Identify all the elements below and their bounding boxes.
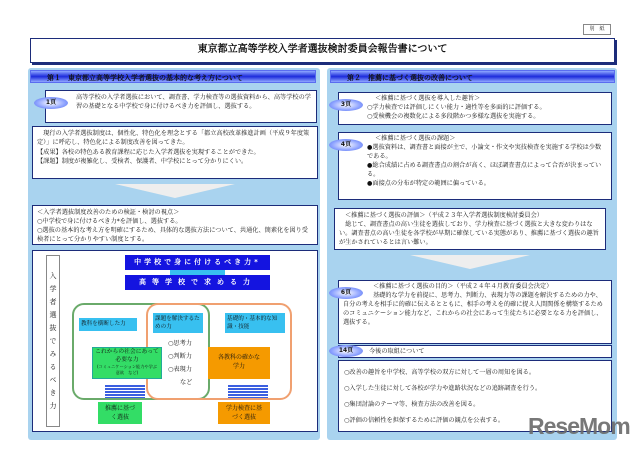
exam-selection-box: 学力検査に基づく選抜 [218, 402, 270, 424]
box-p4-item: ●選抜資料は、調査書と面接が主で、小論文・作文や実技検査を実施する学校は少数である。 [367, 144, 602, 160]
side-label: 入学者選抜でみるべき力 [46, 255, 60, 427]
section1-header: 第１ 東京都立高等学校入学者選抜の基本的な考え方について [30, 70, 316, 83]
next-step-item: ○評価の信頼性を担保するために評価の観点を公表する。 [344, 417, 505, 424]
box-p14-header: 今後の取組について [338, 345, 612, 358]
next-step-item: ○改善の趣旨を中学校、高等学校の双方に対して一層の周知を図る。 [344, 369, 536, 376]
viewpoint-item: ○選抜の基本的な考え方を明確にするため、具体的な選抜方法について、共通化、簡素化を図り受検者にとって分かりやすい制度とする。 [37, 227, 308, 243]
box-p4-heading: ＜推薦に基づく選抜の課題＞ [375, 135, 456, 142]
down-arrow [410, 255, 530, 269]
box-p3-item: ○学力検査では評価しにくい能力・適性等を多面的に評価する。 [367, 104, 546, 111]
next-step-item: ○入学した生徒に対して各校が学力や進路状況などの追跡調査を行う。 [344, 385, 542, 392]
evaluation-text: 総じて、調査書点の高い生徒を選抜しており、学力検査に基づく選抜と大きな変わりはない。調査書点の高い生徒を各学校が早期に確保している実態があり、推薦に基づく選抜の趣旨が生かされているとは言い難い。 [339, 221, 599, 246]
box-p6-heading: ＜推薦に基づく選抜の目的＞（平成２４年４月教育委員会決定） [373, 283, 553, 290]
current-system-text: 現行の入学者選抜制度は、個性化、特色化を理念とする「都立高校改革推進計画（平成９年度策定）」に呼応し、特色化による制度改善を図ってきた。 [37, 130, 310, 146]
box-p1 [45, 90, 317, 123]
arrow-right-icon [228, 385, 268, 398]
box-p3-heading: ＜推薦に基づく選抜を導入した趣旨＞ [375, 95, 481, 102]
issue-text: 【課題】制度が複雑化し、受検者、保護者、中学校にとって分かりにくい。 [37, 158, 248, 165]
page-title: 東京都立高等学校入学者選抜検討委員会報告書について [30, 38, 615, 63]
page-badge: 6頁 [329, 287, 363, 299]
box-p3-item: ○受検機会の複数化による多段階かつ多様な選抜を実施する。 [367, 113, 540, 120]
viewpoint-box [32, 205, 318, 245]
box-p4-item: ●総合成績に占める調査書点の割合が高く、ほぼ調査書点によって合否が決まっている。 [367, 162, 602, 178]
cross-subject-label: 教科を横断した力 [79, 318, 137, 331]
box-p4-item: ●面接点の分布が特定の範囲に偏っている。 [367, 180, 490, 187]
section2-header: 第２ 推薦に基づく選抜の改善について [330, 70, 615, 83]
skill-item: など [180, 379, 193, 386]
down-arrow [115, 184, 235, 198]
subject-skills-box: 各教科の確かな学力 [208, 347, 270, 379]
attachment-label: 別 紙 [583, 24, 611, 35]
next-step-item: ○集団討論のテーマ等、検査方法の改善を図る。 [344, 401, 480, 408]
future-skills-note: (コミュニケーション能力や学ぶ意欲 など) [96, 364, 157, 375]
skill-item: ○思考力 [168, 340, 192, 347]
viewpoint-heading: ＜入学者選抜制度改善のための検証・検討の視点＞ [37, 209, 180, 216]
problem-solving-label: 課題を解決するための力 [153, 313, 203, 333]
watermark-logo: ReseMom [528, 413, 630, 439]
basic-knowledge-label: 基礎的・基本的な知識・技能 [225, 313, 285, 333]
bar-high-school: 高等学校で求める力 [125, 275, 270, 290]
skill-item: ○表現力 [168, 366, 192, 373]
result-text: 【成果】各校の特色ある教育課程に応じた入学者選抜を実現することができた。 [37, 149, 260, 156]
box-p3 [338, 92, 612, 125]
page-badge: 14頁 [329, 345, 363, 357]
viewpoint-item: ○中学校で身に付けるべき力*を評価し、選抜する。 [37, 218, 182, 225]
evaluation-box [334, 208, 606, 250]
page-badge: 3頁 [329, 99, 363, 111]
recommend-selection-box: 推薦に基づく選抜 [98, 402, 142, 424]
future-skills-box [92, 347, 162, 379]
page-badge: 1頁 [34, 97, 68, 109]
bar-middle-school: 中学校で身に付けるべき力* [125, 255, 270, 270]
current-system-box [32, 126, 318, 179]
box-p6-text: 基礎的な学力を前提に、思考力、判断力、表現力等の課題を解決するための力や、自分の考えを相手に的確に伝えるとともに、相手の考えを的確に捉え人間関係を構築するためのコミュニケーション能力など、これからの社会にあって生徒たちに必要となる力を評価し、選抜する。 [343, 292, 603, 326]
box-p1-text: 高等学校の入学者選抜において、調査書、学力検査等の選抜資料から、高等学校の学習の基礎となる中学校で身に付けるべき力を評価し、選抜する。 [76, 94, 311, 110]
skill-item: ○判断力 [168, 353, 192, 360]
evaluation-heading: ＜推薦に基づく選抜の評価＞（平成２３年入学者選抜制度検討委員会） [345, 212, 543, 219]
page-badge: 4頁 [329, 139, 363, 151]
future-skills-label: これからの社会にあって必要な力 [95, 349, 159, 363]
skills-list [168, 337, 208, 389]
box-p6 [338, 280, 612, 344]
box-p4 [338, 132, 612, 200]
arrow-left-icon [105, 385, 145, 398]
